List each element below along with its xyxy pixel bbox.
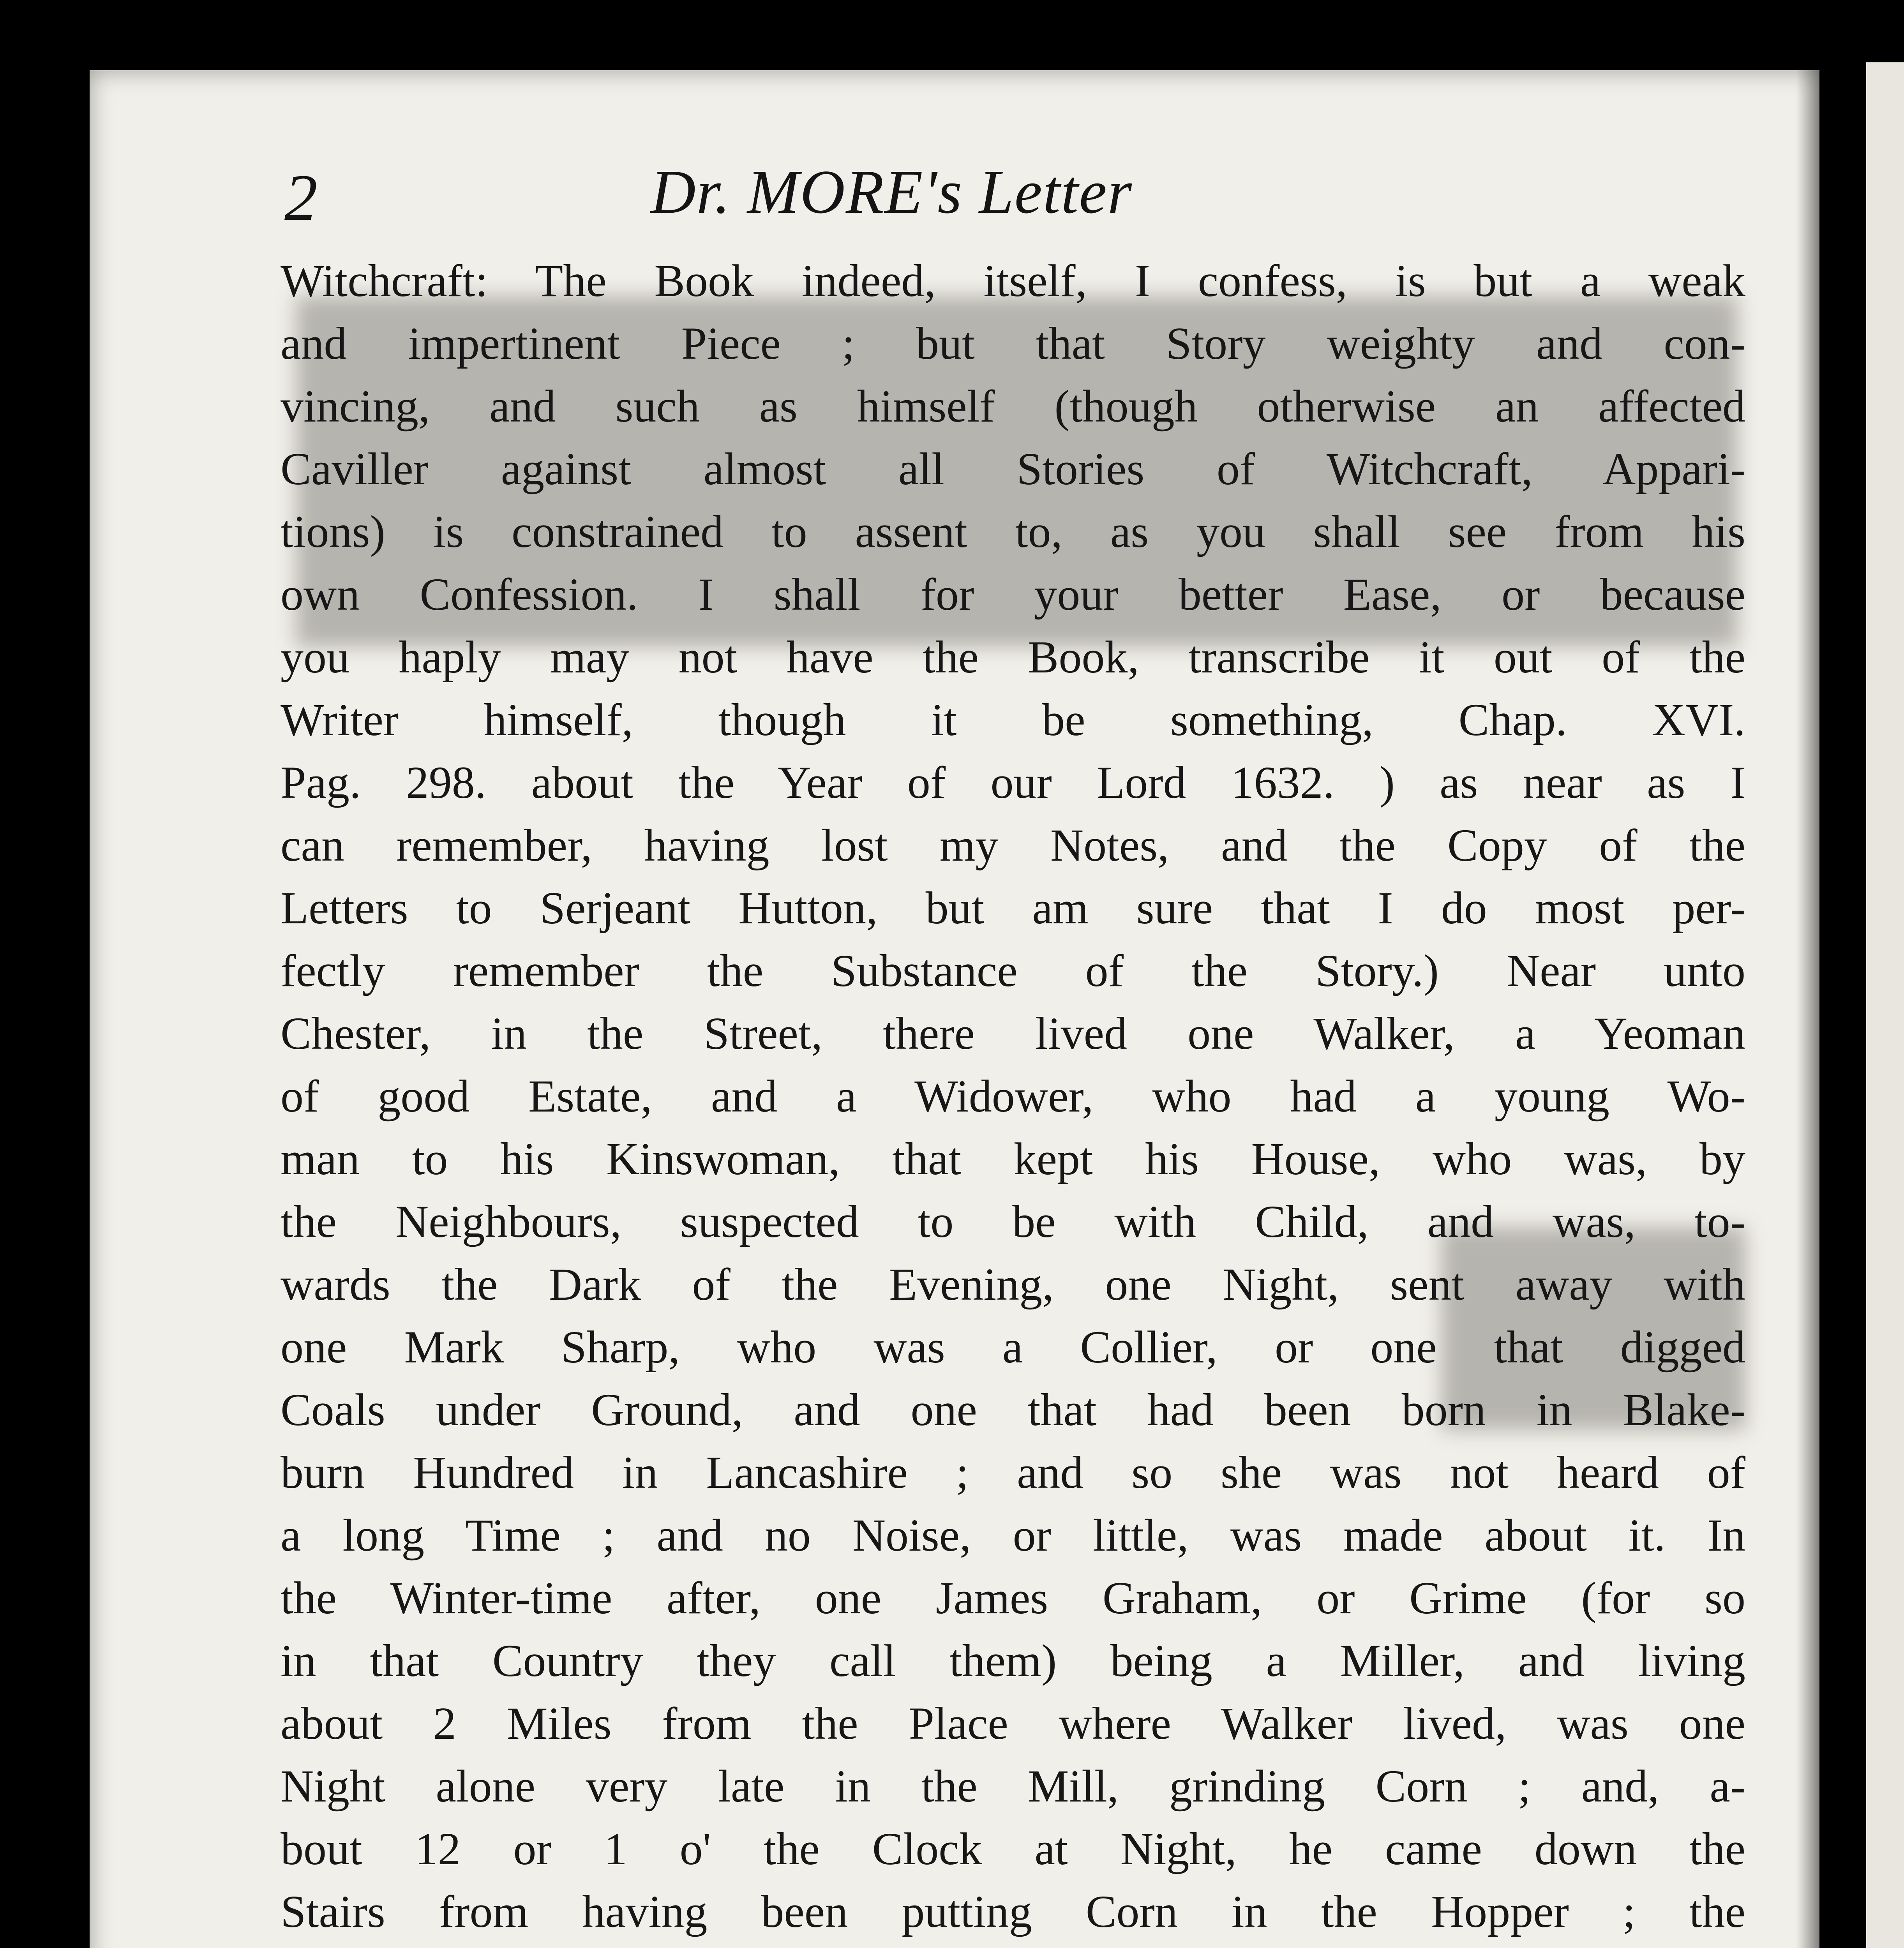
text-line: a long Time ; and no Noise, or little, was made about it. In: [281, 1510, 1745, 1561]
text-line: Caviller against almost all Stories of Witchcraft, Appari-: [281, 443, 1745, 494]
text-line: of good Estate, and a Widower, who had a young Wo-: [281, 1071, 1745, 1122]
page-header: [284, 156, 1742, 238]
text-line: tions) is constrained to assent to, as you shall see from his: [281, 506, 1745, 557]
text-line: in that Country they call them) being a Miller, and living: [281, 1635, 1745, 1686]
page-gutter-shadow: [1796, 70, 1819, 1948]
text-line: wards the Dark of the Evening, one Night, sent away with: [281, 1259, 1745, 1310]
page-number: 2: [284, 161, 318, 234]
text-line: Stairs from having been putting Corn in the Hopper ; the: [281, 1886, 1745, 1937]
text-line: bout 12 or 1 o' the Clock at Night, he came down the: [281, 1823, 1745, 1874]
text-line: the Neighbours, suspected to be with Child, and was, to-: [281, 1196, 1745, 1247]
text-line: [281, 1943, 1745, 1948]
text-line: can remember, having lost my Notes, and the Copy of the: [281, 820, 1745, 871]
facing-page-edge: [1866, 62, 1904, 1948]
text-line: Pag. 298. about the Year of our Lord 1632. ) as near as I: [281, 757, 1745, 808]
text-line: and impertinent Piece ; but that Story weighty and con-: [281, 318, 1745, 369]
text-line: Chester, in the Street, there lived one Walker, a Yeoman: [281, 1008, 1745, 1059]
text-line: man to his Kinswoman, that kept his House, who was, by: [281, 1133, 1745, 1184]
text-line: Writer himself, though it be something, Chap. XVI.: [281, 694, 1745, 745]
text-line: fectly remember the Substance of the Story.) Near unto: [281, 945, 1745, 996]
text-line: burn Hundred in Lancashire ; and so she was not heard of: [281, 1447, 1745, 1498]
text-line: Witchcraft: The Book indeed, itself, I confess, is but a weak: [281, 255, 1745, 306]
text-line: Letters to Serjeant Hutton, but am sure that I do most per-: [281, 882, 1745, 933]
running-title: Dr. MORE's Letter: [651, 157, 1133, 226]
text-line: own Confession. I shall for your better Ease, or because: [281, 569, 1745, 620]
text-line: the Winter-time after, one James Graham, or Grime (for so: [281, 1572, 1745, 1623]
text-line: Night alone very late in the Mill, grinding Corn ; and, a-: [281, 1761, 1745, 1812]
text-line: about 2 Miles from the Place where Walker lived, was one: [281, 1698, 1745, 1749]
text-line: one Mark Sharp, who was a Collier, or one that digged: [281, 1322, 1745, 1373]
text-line: vincing, and such as himself (though otherwise an affected: [281, 381, 1745, 432]
text-line: Coals under Ground, and one that had been born in Blake-: [281, 1384, 1745, 1435]
body-text: [281, 249, 1745, 1948]
text-line: you haply may not have the Book, transcribe it out of the: [281, 632, 1745, 683]
